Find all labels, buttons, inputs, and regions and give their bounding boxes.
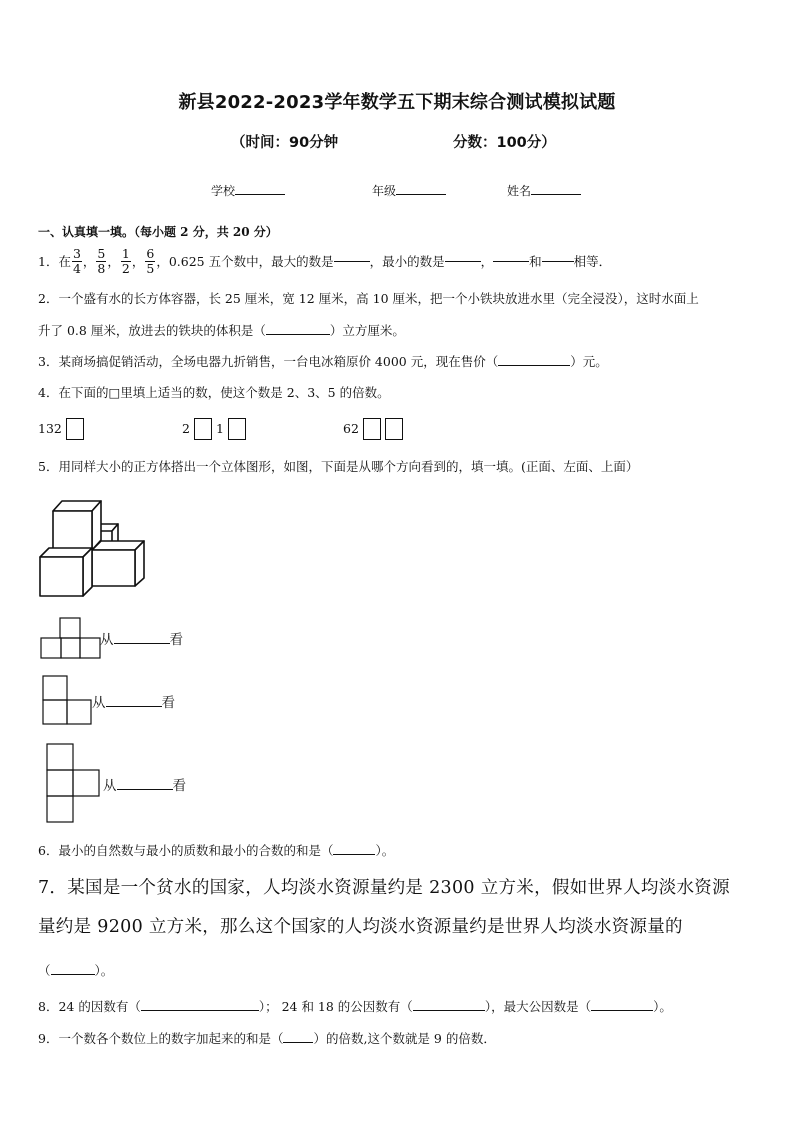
fraction: $\frac{3}{4}$ [72, 246, 81, 276]
grade-field: 年级 [372, 182, 446, 199]
view-1-label: 从 看 [100, 632, 183, 648]
question-7-line-1: 7．某国是一个贫水的国家，人均淡水资源量约是 2300 立方米，假如世界人均淡水资源 [38, 878, 730, 898]
view-shape-3 [46, 743, 102, 823]
fraction: $\frac{1}{2}$ [121, 246, 130, 276]
answer-blank[interactable] [266, 334, 330, 335]
question-2-line-1: 2．一个盛有水的长方体容器，长 25 厘米，宽 12 厘米，高 10 厘米，把一个小铁块放进水里（完全浸没），这时水面上 [38, 291, 699, 306]
answer-blank[interactable] [334, 261, 370, 262]
exam-score: 分数：100分） [453, 135, 556, 151]
number-b: 2 1 [182, 418, 246, 440]
question-5: 5．用同样大小的正方体搭出一个立体图形，如图，下面是从哪个方向看到的，填一填。(正面、左面、上面） [38, 459, 639, 474]
question-9: 9．一个数各个数位上的数字加起来的和是（ ）的倍数,这个数就是 9 的倍数． [38, 1031, 496, 1046]
digit-box[interactable] [363, 418, 381, 440]
answer-blank[interactable] [283, 1042, 313, 1043]
question-1: 1．在 $\frac{3}{4}$ ， $\frac{5}{8}$ ， $\frac{1}{2}$ ， $\frac{6}{5}$ ，0.625 五个数中，最大的数是 ，最小的数是 ， 和 相等． [38, 246, 612, 276]
digit-box[interactable] [66, 418, 84, 440]
answer-blank[interactable] [498, 365, 570, 366]
question-3: 3．某商场搞促销活动，全场电器九折销售，一台电冰箱原价 4000 元，现在售价（ ）元。 [38, 354, 608, 369]
question-7-line-2: 量约是 9200 立方米，那么这个国家的人均淡水资源量约是世界人均淡水资源量的 [38, 917, 683, 937]
answer-blank[interactable] [141, 1010, 259, 1011]
name-field: 姓名 [507, 182, 581, 199]
answer-blank[interactable] [117, 789, 173, 790]
number-a: 132 [38, 418, 84, 440]
answer-blank[interactable] [591, 1010, 653, 1011]
page-title: 新县2022-2023学年数学五下期末综合测试模拟试题 [178, 92, 616, 113]
view-shape-1 [40, 617, 102, 659]
number-c: 62 [343, 418, 403, 440]
answer-blank[interactable] [445, 261, 481, 262]
answer-blank[interactable] [114, 643, 170, 644]
question-4: 4．在下面的□里填上适当的数，使这个数是 2、3、5 的倍数。 [38, 385, 390, 400]
digit-box[interactable] [385, 418, 403, 440]
section-heading: 一、认真填一填。（每小题 2 分，共 20 分） [38, 225, 278, 239]
answer-blank[interactable] [333, 854, 375, 855]
digit-box[interactable] [228, 418, 246, 440]
view-3-label: 从 看 [103, 778, 186, 794]
school-field: 学校 [211, 182, 285, 199]
view-shape-2 [42, 675, 92, 725]
answer-blank[interactable] [413, 1010, 485, 1011]
answer-blank[interactable] [493, 261, 529, 262]
cube-figure [36, 490, 148, 602]
exam-time: （时间：90分钟 [231, 135, 339, 151]
answer-blank[interactable] [542, 261, 574, 262]
answer-blank[interactable] [51, 974, 95, 975]
question-2-line-2: 升了 0.8 厘米，放进去的铁块的体积是（ ）立方厘米。 [38, 323, 405, 338]
digit-box[interactable] [194, 418, 212, 440]
fraction: $\frac{6}{5}$ [146, 246, 155, 276]
view-2-label: 从 看 [92, 695, 175, 711]
fraction: $\frac{5}{8}$ [97, 246, 106, 276]
question-6: 6．最小的自然数与最小的质数和最小的合数的和是（ ）。 [38, 843, 395, 858]
question-8: 8．24 的因数有（ ）； 24 和 18 的公因数有（ ），最大公因数是（ ）。 [38, 999, 672, 1014]
answer-blank[interactable] [106, 706, 162, 707]
question-7-line-3: （ ）。 [38, 963, 114, 978]
